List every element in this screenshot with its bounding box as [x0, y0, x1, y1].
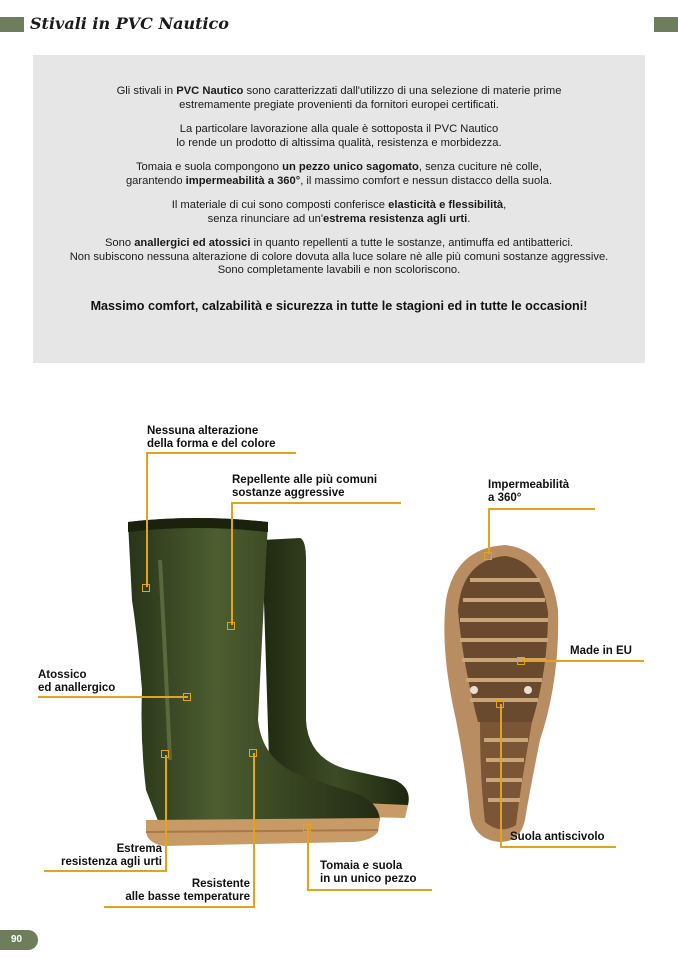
callout-line-one-piece — [307, 889, 432, 891]
callout-dot-atoxic — [183, 693, 191, 701]
callout-dot-impact — [161, 750, 169, 758]
callout-line-low-temp-v — [253, 753, 255, 907]
callout-line-impact-v — [165, 755, 167, 870]
callout-line-no-alteration — [146, 452, 296, 454]
callout-line-antislip — [500, 846, 616, 848]
intro-paragraph-4: Il materiale di cui sono composti conferisce elasticità e flessibilità, senza rinunciare ad un'estrema resistenza agli urti. — [171, 199, 507, 225]
intro-paragraph-3: Tomaia e suola compongono un pezzo unico sagomato, senza cuciture nè colle, garantendo impermeabilità a 360°, il massimo comfort e nessun distacco della suola. — [125, 161, 553, 187]
callout-line-repellent-v — [231, 502, 233, 625]
callout-line-repellent — [231, 502, 401, 504]
callout-line-low-temp — [104, 906, 255, 908]
callout-dot-no-alteration — [142, 584, 150, 592]
callout-made-in-eu: Made in EU — [570, 645, 632, 657]
callout-antislip: Suola antiscivolo — [510, 831, 605, 843]
callout-one-piece: Tomaia e suola in un unico pezzo — [320, 860, 417, 885]
intro-paragraph-2: La particolare lavorazione alla quale è sottoposta il PVC Nautico lo rende un prodotto di altissima qualità, resistenza e morbidezza. — [176, 123, 502, 149]
callout-dot-waterproof — [484, 552, 492, 560]
page-number: 90 — [11, 934, 23, 945]
callout-dot-made-in-eu — [517, 657, 525, 665]
callout-dot-one-piece — [303, 824, 311, 832]
callout-waterproof: Impermeabilità a 360° — [488, 479, 570, 504]
callout-impact: Estrema resistenza agli urti — [61, 843, 162, 868]
callout-no-alteration: Nessuna alterazione della forma e del colore — [147, 425, 276, 450]
callout-line-impact — [44, 870, 167, 872]
callout-atoxic: Atossico ed anallergico — [38, 669, 116, 694]
callout-low-temp: Resistente alle basse temperature — [125, 878, 250, 903]
callout-line-made-in-eu — [522, 660, 644, 662]
callout-line-antislip-v — [500, 704, 502, 846]
callout-line-atoxic — [38, 696, 188, 698]
intro-paragraph-1: Gli stivali in PVC Nautico sono caratterizzati dall'utilizzo di una selezione di materie prime estremamente pregiate provenienti da fornitori europei certificati. — [116, 85, 562, 111]
callout-dot-repellent — [227, 622, 235, 630]
callout-line-waterproof — [488, 508, 595, 510]
callout-repellent: Repellente alle più comuni sostanze aggressive — [232, 474, 378, 499]
page-title: Stivali in PVC Nautico — [30, 14, 229, 33]
page-number-badge — [0, 930, 38, 950]
callout-dot-antislip — [496, 700, 504, 708]
callout-line-waterproof-v — [488, 508, 490, 554]
callout-line-no-alteration-v — [146, 452, 148, 587]
intro-paragraph-5: Sono anallergici ed atossici in quanto repellenti a tutte le sostanze, antimuffa ed antibatterici. Non subiscono nessuna alterazione di colore dovuta alla luce solare nè alle più comuni sostanze aggressive. Sono completamente lavabili e non scoloriscono. — [69, 237, 609, 276]
callout-line-one-piece-v — [307, 828, 309, 890]
callout-dot-low-temp — [249, 749, 257, 757]
closing-statement: Massimo comfort, calzabilità e sicurezza in tutte le stagioni ed in tutte le occasioni! — [90, 298, 588, 313]
